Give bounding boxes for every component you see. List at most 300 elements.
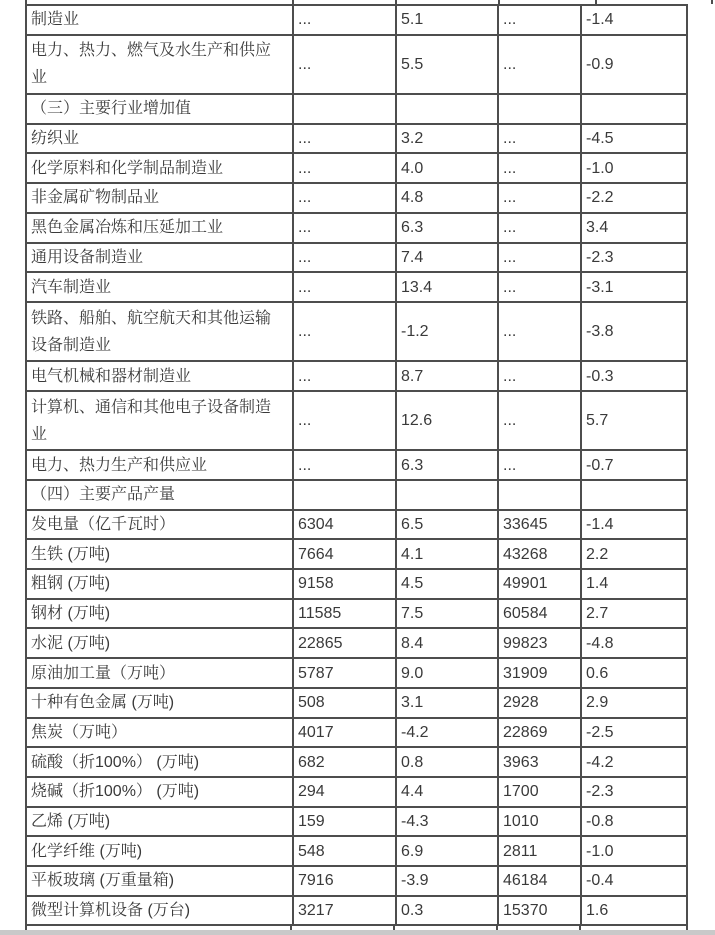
cell-text: 22869: [503, 723, 548, 741]
value-cell: [294, 778, 397, 806]
value-cell: [397, 867, 499, 895]
value-cell: [294, 303, 397, 360]
value-cell: [397, 629, 499, 657]
row-label-cell: [27, 659, 294, 687]
value-cell: [397, 451, 499, 479]
value-cell: [294, 808, 397, 836]
cell-text: -3.9: [401, 872, 429, 890]
cell-text: 3.4: [586, 219, 609, 237]
value-cell: [582, 481, 688, 509]
table-row: [27, 600, 688, 630]
value-cell: [294, 362, 397, 390]
cell-text: -1.0: [586, 159, 614, 177]
value-cell: [499, 570, 582, 598]
cell-text: 十种有色金属 (万吨): [31, 694, 175, 712]
row-label-cell: [27, 600, 294, 628]
cell-text: ...: [298, 456, 312, 474]
cell-text: ...: [298, 130, 312, 148]
row-label-cell: [27, 897, 294, 925]
value-cell: [582, 719, 688, 747]
table-row: [27, 244, 688, 274]
cell-text: -2.2: [586, 189, 614, 207]
value-cell: [499, 689, 582, 717]
section-title-cell: [27, 95, 294, 123]
cell-text: 8.7: [401, 367, 424, 385]
value-cell: [397, 392, 499, 449]
cell-text: ...: [503, 323, 517, 341]
table-row: [27, 125, 688, 155]
value-cell: [499, 214, 582, 242]
value-cell: [397, 778, 499, 806]
cell-text: 6.5: [401, 516, 424, 534]
cell-text: 5.7: [586, 412, 609, 430]
value-cell: [582, 214, 688, 242]
section-title-cell: [27, 481, 294, 509]
value-cell: [582, 303, 688, 360]
cell-text: （三）主要行业增加值: [31, 100, 192, 118]
value-cell: [499, 154, 582, 182]
row-label-cell: [27, 689, 294, 717]
value-cell: [582, 659, 688, 687]
cell-text: ...: [298, 219, 312, 237]
cell-text: ...: [503, 412, 517, 430]
cell-text: ...: [503, 219, 517, 237]
cell-text: ...: [503, 456, 517, 474]
cell-text: 49901: [503, 575, 548, 593]
value-cell: [294, 214, 397, 242]
table-row: [27, 778, 688, 808]
table-row: [27, 303, 688, 362]
cell-text: 11585: [298, 605, 342, 623]
cell-text: 平板玻璃 (万重量箱): [31, 872, 175, 890]
value-cell: [582, 392, 688, 449]
table-row: [27, 808, 688, 838]
value-cell: [294, 570, 397, 598]
value-cell: [397, 6, 499, 34]
cell-text: 化学原料和化学制品制造业: [31, 159, 224, 177]
cell-text: ...: [298, 248, 312, 266]
value-cell: [397, 184, 499, 212]
cell-text: ...: [298, 278, 312, 296]
row-label-cell: [27, 6, 294, 34]
table-row: [27, 748, 688, 778]
value-cell: [397, 570, 499, 598]
cell-text: ...: [503, 130, 517, 148]
cell-text: -4.5: [586, 130, 614, 148]
cell-text: 31909: [503, 664, 548, 682]
cell-text: -0.3: [586, 367, 614, 385]
cell-text: 5.5: [401, 55, 424, 73]
cell-text: -0.9: [586, 55, 614, 73]
cell-text: 电气机械和器材制造业: [31, 367, 192, 385]
cell-text: 4017: [298, 723, 334, 741]
value-cell: [499, 184, 582, 212]
value-cell: [582, 629, 688, 657]
cell-text: 2.2: [586, 545, 609, 563]
value-cell: [294, 748, 397, 776]
value-cell: [397, 511, 499, 539]
row-label-cell: [27, 511, 294, 539]
row-label-cell: [27, 36, 294, 93]
table-row: [27, 451, 688, 481]
cell-text: 4.8: [401, 189, 424, 207]
row-label-cell: [27, 184, 294, 212]
cell-text: 5.1: [401, 11, 424, 29]
cell-text: 13.4: [401, 278, 433, 296]
cell-text: 9.0: [401, 664, 424, 682]
value-cell: [397, 154, 499, 182]
row-label-cell: [27, 808, 294, 836]
row-label-cell: [27, 570, 294, 598]
table-grid-stub: [711, 0, 713, 4]
value-cell: [499, 303, 582, 360]
value-cell: [294, 867, 397, 895]
cell-text: 非金属矿物制品业: [31, 189, 160, 207]
cell-text: 8.4: [401, 634, 424, 652]
value-cell: [294, 125, 397, 153]
cell-text: ...: [503, 248, 517, 266]
table-row: [27, 36, 688, 95]
value-cell: [294, 629, 397, 657]
value-cell: [582, 570, 688, 598]
row-label-cell: [27, 273, 294, 301]
row-label-cell: [27, 214, 294, 242]
cell-text: 水泥 (万吨): [31, 634, 111, 652]
table-row: [27, 362, 688, 392]
cell-text: 682: [298, 753, 325, 771]
cell-text: 硫酸（折100%） (万吨): [31, 753, 200, 771]
row-label-cell: [27, 154, 294, 182]
value-cell: [397, 303, 499, 360]
value-cell: [294, 451, 397, 479]
cell-text: 电力、热力生产和供应业: [31, 456, 208, 474]
value-cell: [499, 659, 582, 687]
value-cell: [397, 837, 499, 865]
value-cell: [582, 154, 688, 182]
value-cell: [582, 689, 688, 717]
value-cell: [499, 451, 582, 479]
cell-text: 7.5: [401, 605, 424, 623]
value-cell: [294, 511, 397, 539]
cell-text: -4.8: [586, 634, 614, 652]
cell-text: 0.6: [586, 664, 609, 682]
cell-text: ...: [298, 11, 312, 29]
cell-text: 6.3: [401, 456, 424, 474]
statistics-table: [25, 4, 688, 926]
cell-text: 黑色金属冶炼和压延加工业: [31, 219, 224, 237]
cell-text: 4.4: [401, 783, 424, 801]
cell-text: 6304: [298, 516, 334, 534]
value-cell: [294, 540, 397, 568]
value-cell: [499, 244, 582, 272]
cell-text: ...: [298, 159, 312, 177]
cell-text: -4.3: [401, 812, 429, 830]
value-cell: [582, 511, 688, 539]
cell-text: 制造业: [31, 11, 80, 29]
cell-text: 计算机、通信和其他电子设备制造业: [31, 398, 272, 443]
value-cell: [499, 867, 582, 895]
value-cell: [294, 719, 397, 747]
value-cell: [499, 837, 582, 865]
value-cell: [294, 481, 397, 509]
value-cell: [582, 867, 688, 895]
value-cell: [499, 6, 582, 34]
cell-text: 12.6: [401, 412, 433, 430]
value-cell: [582, 36, 688, 93]
value-cell: [294, 273, 397, 301]
row-label-cell: [27, 748, 294, 776]
cell-text: 9158: [298, 575, 334, 593]
value-cell: [499, 897, 582, 925]
row-label-cell: [27, 392, 294, 449]
cell-text: 5787: [298, 664, 334, 682]
cell-text: 0.8: [401, 753, 424, 771]
table-row: [27, 629, 688, 659]
cell-text: 7.4: [401, 248, 424, 266]
cell-text: 粗钢 (万吨): [31, 575, 111, 593]
row-label-cell: [27, 303, 294, 360]
cell-text: -2.5: [586, 723, 614, 741]
cell-text: 微型计算机设备 (万台): [31, 902, 191, 920]
cell-text: 纺织业: [31, 130, 80, 148]
table-row: [27, 511, 688, 541]
value-cell: [582, 837, 688, 865]
value-cell: [294, 154, 397, 182]
value-cell: [294, 689, 397, 717]
table-row: [27, 6, 688, 36]
value-cell: [582, 362, 688, 390]
cell-text: ...: [503, 55, 517, 73]
value-cell: [499, 748, 582, 776]
cell-text: ...: [503, 11, 517, 29]
value-cell: [499, 125, 582, 153]
value-cell: [499, 95, 582, 123]
value-cell: [397, 95, 499, 123]
table-row: [27, 392, 688, 451]
page-bottom-strip: [0, 930, 715, 935]
value-cell: [582, 778, 688, 806]
table-row: [27, 867, 688, 897]
row-label-cell: [27, 540, 294, 568]
cell-text: 化学纤维 (万吨): [31, 842, 143, 860]
cell-text: ...: [298, 412, 312, 430]
value-cell: [397, 659, 499, 687]
row-label-cell: [27, 451, 294, 479]
cell-text: 4.0: [401, 159, 424, 177]
cell-text: 4.5: [401, 575, 424, 593]
row-label-cell: [27, 362, 294, 390]
cell-text: -1.4: [586, 11, 614, 29]
cell-text: -1.2: [401, 323, 429, 341]
row-label-cell: [27, 125, 294, 153]
value-cell: [397, 540, 499, 568]
value-cell: [397, 362, 499, 390]
value-cell: [582, 184, 688, 212]
value-cell: [499, 719, 582, 747]
cell-text: 2.9: [586, 694, 609, 712]
value-cell: [294, 36, 397, 93]
value-cell: [499, 808, 582, 836]
cell-text: -2.3: [586, 783, 614, 801]
value-cell: [397, 808, 499, 836]
cell-text: ...: [503, 278, 517, 296]
cell-text: 乙烯 (万吨): [31, 812, 111, 830]
cell-text: 7916: [298, 872, 334, 890]
value-cell: [499, 511, 582, 539]
cell-text: -3.1: [586, 278, 614, 296]
cell-text: 0.3: [401, 902, 424, 920]
value-cell: [499, 778, 582, 806]
value-cell: [397, 748, 499, 776]
cell-text: 2928: [503, 694, 539, 712]
value-cell: [294, 659, 397, 687]
cell-text: -1.4: [586, 516, 614, 534]
value-cell: [499, 629, 582, 657]
row-label-cell: [27, 629, 294, 657]
cell-text: ...: [298, 367, 312, 385]
value-cell: [397, 244, 499, 272]
cell-text: 3217: [298, 902, 334, 920]
cell-text: 1.4: [586, 575, 609, 593]
value-cell: [582, 451, 688, 479]
cell-text: ...: [503, 159, 517, 177]
value-cell: [294, 95, 397, 123]
value-cell: [582, 125, 688, 153]
cell-text: 60584: [503, 605, 548, 623]
value-cell: [294, 837, 397, 865]
value-cell: [294, 600, 397, 628]
value-cell: [397, 125, 499, 153]
value-cell: [397, 897, 499, 925]
table-row: [27, 837, 688, 867]
cell-text: -0.4: [586, 872, 614, 890]
cell-text: 钢材 (万吨): [31, 605, 111, 623]
value-cell: [582, 540, 688, 568]
value-cell: [582, 808, 688, 836]
cell-text: 1010: [503, 812, 539, 830]
table-row: [27, 154, 688, 184]
value-cell: [397, 689, 499, 717]
value-cell: [397, 719, 499, 747]
cell-text: 508: [298, 694, 325, 712]
value-cell: [397, 36, 499, 93]
cell-text: ...: [298, 189, 312, 207]
cell-text: 3.1: [401, 694, 424, 712]
cell-text: 2811: [503, 842, 538, 860]
cell-text: 烧碱（折100%） (万吨): [31, 783, 200, 801]
value-cell: [294, 184, 397, 212]
cell-text: -4.2: [401, 723, 429, 741]
value-cell: [582, 748, 688, 776]
value-cell: [499, 540, 582, 568]
cell-text: 4.1: [401, 545, 424, 563]
table-row: [27, 689, 688, 719]
cell-text: 生铁 (万吨): [31, 545, 111, 563]
cell-text: 15370: [503, 902, 548, 920]
value-cell: [499, 481, 582, 509]
value-cell: [499, 273, 582, 301]
table-row: [27, 897, 688, 927]
value-cell: [499, 362, 582, 390]
cell-text: 发电量（亿千瓦时）: [31, 516, 176, 534]
cell-text: 7664: [298, 545, 334, 563]
cell-text: 6.3: [401, 219, 424, 237]
cell-text: 43268: [503, 545, 548, 563]
cell-text: -0.8: [586, 812, 614, 830]
cell-text: -4.2: [586, 753, 614, 771]
cell-text: 通用设备制造业: [31, 248, 144, 266]
value-cell: [582, 95, 688, 123]
section-header-row: [27, 95, 688, 125]
value-cell: [582, 600, 688, 628]
row-label-cell: [27, 837, 294, 865]
row-label-cell: [27, 867, 294, 895]
value-cell: [294, 6, 397, 34]
cell-text: -3.8: [586, 323, 614, 341]
table-row: [27, 214, 688, 244]
cell-text: 22865: [298, 634, 343, 652]
value-cell: [397, 273, 499, 301]
table-row: [27, 570, 688, 600]
table-row: [27, 184, 688, 214]
cell-text: 99823: [503, 634, 548, 652]
value-cell: [397, 481, 499, 509]
table-row: [27, 719, 688, 749]
value-cell: [397, 214, 499, 242]
cell-text: 铁路、船舶、航空航天和其他运输设备制造业: [31, 309, 272, 354]
cell-text: 1700: [503, 783, 539, 801]
row-label-cell: [27, 719, 294, 747]
value-cell: [582, 273, 688, 301]
value-cell: [582, 244, 688, 272]
table-row: [27, 273, 688, 303]
cell-text: 548: [298, 842, 325, 860]
cell-text: 原油加工量（万吨）: [31, 664, 176, 682]
table-row: [27, 659, 688, 689]
value-cell: [499, 392, 582, 449]
cell-text: 6.9: [401, 842, 424, 860]
row-label-cell: [27, 244, 294, 272]
cell-text: -2.3: [586, 248, 614, 266]
value-cell: [499, 36, 582, 93]
value-cell: [294, 392, 397, 449]
cell-text: 焦炭（万吨）: [31, 723, 128, 741]
cell-text: 电力、热力、燃气及水生产和供应业: [31, 42, 272, 87]
cell-text: -1.0: [586, 842, 614, 860]
cell-text: （四）主要产品产量: [31, 486, 176, 504]
cell-text: 2.7: [586, 605, 609, 623]
cell-text: 159: [298, 812, 325, 830]
section-header-row: [27, 481, 688, 511]
cell-text: ...: [503, 367, 517, 385]
value-cell: [397, 600, 499, 628]
cell-text: -0.7: [586, 456, 614, 474]
cell-text: ...: [298, 55, 312, 73]
table-row: [27, 540, 688, 570]
value-cell: [582, 6, 688, 34]
row-label-cell: [27, 778, 294, 806]
cell-text: ...: [503, 189, 517, 207]
value-cell: [294, 897, 397, 925]
cell-text: ...: [298, 323, 312, 341]
cell-text: 33645: [503, 516, 548, 534]
value-cell: [499, 600, 582, 628]
value-cell: [582, 897, 688, 925]
cell-text: 46184: [503, 872, 548, 890]
cell-text: 294: [298, 783, 325, 801]
value-cell: [294, 244, 397, 272]
cell-text: 3.2: [401, 130, 424, 148]
